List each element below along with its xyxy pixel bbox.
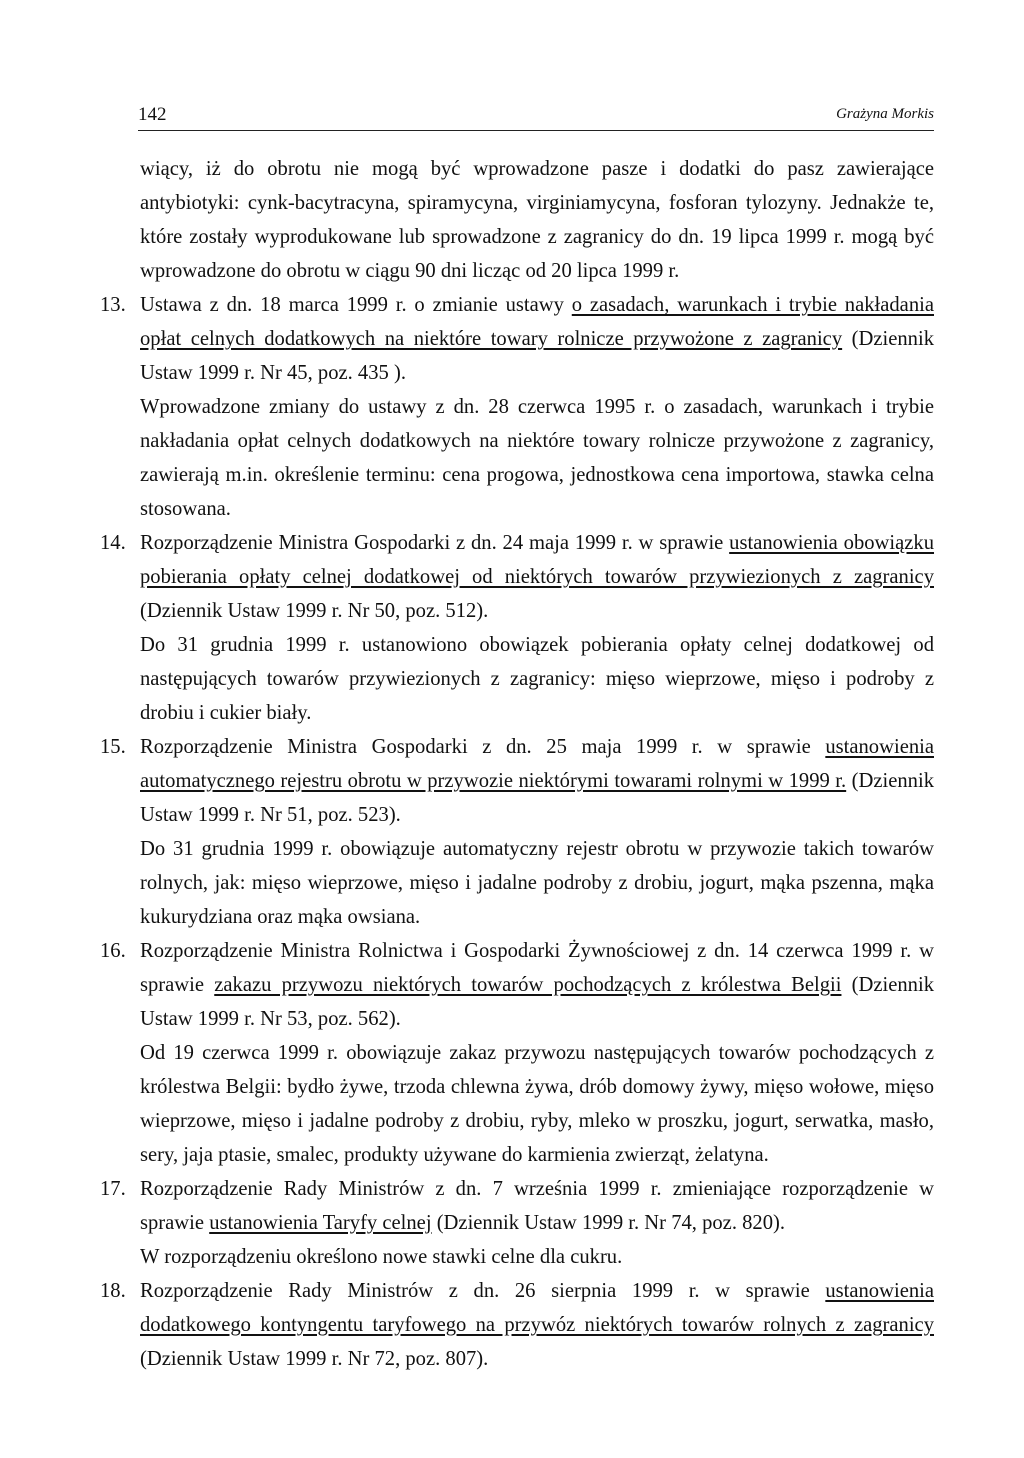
- item-number: 14.: [100, 532, 126, 554]
- act-title: zakazu przywozu niektórych towarów pochodzących z królestwa Belgii: [214, 974, 842, 996]
- item-number: 17.: [100, 1178, 126, 1200]
- item-number: 15.: [100, 736, 126, 758]
- item-citation: Rozporządzenie Ministra Rolnictwa i Gospodarki Żywnościowej z dn. 14 czerwca 1999 r. w sprawie zakazu przywozu niektórych towarów pochodzących z królestwa Belgii (Dziennik Ustaw 1999 r. Nr 53, poz. 562).: [140, 940, 934, 1030]
- item-note: Od 19 czerwca 1999 r. obowiązuje zakaz przywozu następujących towarów pochodzących z królestwa Belgii: bydło żywe, trzoda chlewna żywa, drób domowy żywy, mięso wołowe, mięso wieprzowe, mięso i jadalne podroby z drobiu, ryby, mleko w proszku, jogurt, serwatka, masło, sery, jaja ptasie, smalec, produkty używane do karmienia zwierząt, żelatyna.: [140, 1042, 934, 1166]
- continued-paragraph: wiący, iż do obrotu nie mogą być wprowadzone pasze i dodatki do pasz zawierające antybiotyki: cynk-bacytracyna, spiramycyna, virginiamycyna, fosforan tylozyny. Jednakże te, które zostały wyprodukowane lub sprowadzone z zagranicy do dn. 19 lipca 1999 r. mogą być wprowadzone do obrotu w ciągu 90 dni licząc od 20 lipca 1999 r.: [140, 158, 934, 282]
- item-citation: Rozporządzenie Ministra Gospodarki z dn. 25 maja 1999 r. w sprawie ustanowienia automatycznego rejestru obrotu w przywozie niektórymi towarami rolnymi w 1999 r. (Dziennik Ustaw 1999 r. Nr 51, poz. 523).: [140, 736, 934, 826]
- item-note: Do 31 grudnia 1999 r. obowiązuje automatyczny rejestr obrotu w przywozie takich towarów rolnych, jak: mięso wieprzowe, mięso i jadalne podroby z drobiu, jogurt, mąka pszenna, mąka kukurydziana oraz mąka owsiana.: [140, 838, 934, 928]
- item-note: W rozporządzeniu określono nowe stawki celne dla cukru.: [140, 1246, 623, 1268]
- page-body: [100, 152, 934, 1376]
- act-title: ustanowienia obowiązku pobierania opłaty celnej dodatkowej od niektórych towarów przywiezionych z zagranicy: [140, 532, 935, 588]
- item-citation: Ustawa z dn. 18 marca 1999 r. o zmianie ustawy o zasadach, warunkach i trybie nakładania opłat celnych dodatkowych na niektóre towary rolnicze przywożone z zagranicy (Dziennik Ustaw 1999 r. Nr 45, poz. 435 ).: [140, 294, 934, 384]
- item-number: 16.: [100, 940, 126, 962]
- item-note: Do 31 grudnia 1999 r. ustanowiono obowiązek pobierania opłaty celnej dodatkowej od następujących towarów przywiezionych z zagranicy: mięso wieprzowe, mięso i podroby z drobiu i cukier biały.: [140, 634, 934, 724]
- act-title: ustanowienia dodatkowego kontyngentu taryfowego na przywóz niektórych towarów rolnych z zagranicy: [140, 1280, 934, 1336]
- list-item: [100, 730, 934, 934]
- act-title: ustanowienia automatycznego rejestru obrotu w przywozie niektórymi towarami rolnymi w 1999 r.: [140, 736, 934, 792]
- act-title: ustanowienia Taryfy celnej: [209, 1212, 432, 1234]
- running-header: [138, 104, 934, 131]
- item-citation: Rozporządzenie Rady Ministrów z dn. 7 września 1999 r. zmieniające rozporządzenie w sprawie ustanowienia Taryfy celnej (Dziennik Ustaw 1999 r. Nr 74, poz. 820).: [140, 1178, 934, 1234]
- act-title: o zasadach, warunkach i trybie nakładania opłat celnych dodatkowych na niektóre towary rolnicze przywożone z zagranicy: [140, 294, 934, 350]
- list-item: [100, 1274, 934, 1376]
- item-citation: Rozporządzenie Rady Ministrów z dn. 26 sierpnia 1999 r. w sprawie ustanowienia dodatkowego kontyngentu taryfowego na przywóz niektórych towarów rolnych z zagranicy (Dziennik Ustaw 1999 r. Nr 72, poz. 807).: [140, 1280, 934, 1370]
- item-note: Wprowadzone zmiany do ustawy z dn. 28 czerwca 1995 r. o zasadach, warunkach i trybie nakładania opłat celnych dodatkowych na niektóre towary rolnicze przywożone z zagranicy, zawierają m.in. określenie terminu: cena progowa, jednostkowa cena importowa, stawka celna stosowana.: [140, 396, 934, 520]
- list-item: [100, 1172, 934, 1274]
- list-item: [100, 526, 934, 730]
- page-number: 142: [138, 104, 167, 125]
- list-item: [100, 934, 934, 1172]
- item-number: 13.: [100, 294, 126, 316]
- item-citation: Rozporządzenie Ministra Gospodarki z dn. 24 maja 1999 r. w sprawie ustanowienia obowiązku pobierania opłaty celnej dodatkowej od niektórych towarów przywiezionych z zagranicy (Dziennik Ustaw 1999 r. Nr 50, poz. 512).: [140, 532, 935, 622]
- list-item: [100, 288, 934, 526]
- running-header-author: Grażyna Morkis: [836, 106, 934, 122]
- item-number: 18.: [100, 1280, 126, 1302]
